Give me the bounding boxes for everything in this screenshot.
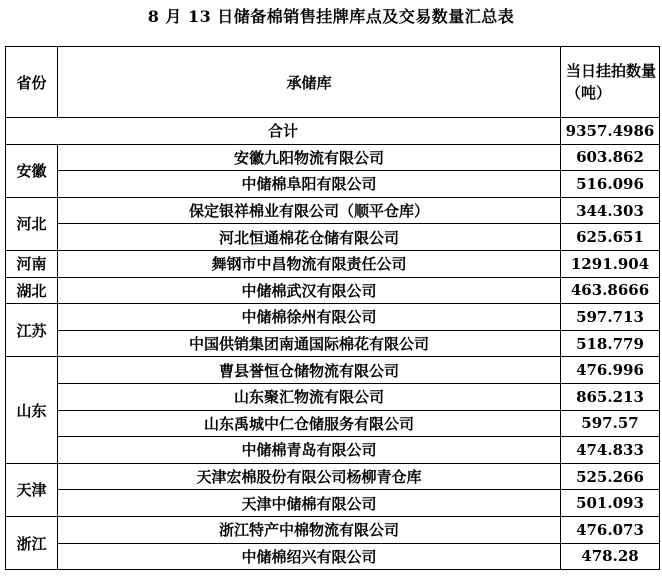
quantity-cell: 597.713 (561, 304, 660, 331)
quantity-cell: 1291.904 (561, 250, 660, 277)
table-row (6, 171, 660, 198)
warehouse-cell: 中国供销集团南通国际棉花有限公司 (58, 330, 561, 357)
quantity-cell: 518.779 (561, 330, 660, 357)
province-cell: 江苏 (6, 304, 58, 357)
summary-table (5, 46, 660, 570)
province-cell: 安徽 (6, 144, 58, 197)
header-warehouse: 承储库 (58, 47, 561, 118)
quantity-cell: 501.093 (561, 490, 660, 517)
table-row (6, 490, 660, 517)
header-row (6, 47, 660, 118)
province-cell: 山东 (6, 357, 58, 463)
quantity-cell: 478.28 (561, 543, 660, 570)
table-row (6, 437, 660, 464)
table-row (6, 410, 660, 437)
quantity-cell: 516.096 (561, 171, 660, 198)
warehouse-cell: 安徽九阳物流有限公司 (58, 144, 561, 171)
total-row (6, 118, 660, 145)
warehouse-cell: 保定银祥棉业有限公司（顺平仓库） (58, 197, 561, 224)
table-row (6, 383, 660, 410)
table-row (6, 543, 660, 570)
province-cell: 浙江 (6, 516, 58, 569)
province-cell: 天津 (6, 463, 58, 516)
quantity-cell: 463.8666 (561, 277, 660, 304)
warehouse-cell: 舞钢市中昌物流有限责任公司 (58, 250, 561, 277)
warehouse-cell: 中储棉绍兴有限公司 (58, 543, 561, 570)
quantity-cell: 476.073 (561, 516, 660, 543)
warehouse-cell: 天津中储棉有限公司 (58, 490, 561, 517)
province-cell: 河北 (6, 197, 58, 250)
warehouse-cell: 中储棉阜阳有限公司 (58, 171, 561, 198)
table-row (6, 197, 660, 224)
province-cell: 河南 (6, 250, 58, 277)
table-row (6, 463, 660, 490)
warehouse-cell: 天津宏棉股份有限公司杨柳青仓库 (58, 463, 561, 490)
quantity-cell: 865.213 (561, 383, 660, 410)
total-value: 9357.4986 (561, 118, 660, 145)
warehouse-cell: 中储棉徐州有限公司 (58, 304, 561, 331)
quantity-cell: 625.651 (561, 224, 660, 251)
table-row (6, 330, 660, 357)
warehouse-cell: 河北恒通棉花仓储有限公司 (58, 224, 561, 251)
quantity-cell: 344.303 (561, 197, 660, 224)
warehouse-cell: 中储棉武汉有限公司 (58, 277, 561, 304)
warehouse-cell: 山东聚汇物流有限公司 (58, 383, 561, 410)
table-row (6, 357, 660, 384)
quantity-cell: 525.266 (561, 463, 660, 490)
header-quantity: 当日挂拍数量（吨） (561, 47, 660, 118)
province-cell: 湖北 (6, 277, 58, 304)
warehouse-cell: 浙江特产中棉物流有限公司 (58, 516, 561, 543)
warehouse-cell: 曹县誉恒仓储物流有限公司 (58, 357, 561, 384)
table-row (6, 304, 660, 331)
table-row (6, 277, 660, 304)
total-label: 合计 (6, 118, 561, 145)
quantity-cell: 597.57 (561, 410, 660, 437)
quantity-cell: 476.996 (561, 357, 660, 384)
warehouse-cell: 中储棉青岛有限公司 (58, 437, 561, 464)
table-row (6, 224, 660, 251)
table-row (6, 516, 660, 543)
quantity-cell: 603.862 (561, 144, 660, 171)
table-title: 8 月 13 日储备棉销售挂牌库点及交易数量汇总表 (147, 7, 515, 26)
quantity-cell: 474.833 (561, 437, 660, 464)
table-row (6, 144, 660, 171)
table-row (6, 250, 660, 277)
warehouse-cell: 山东禹城中仁仓储服务有限公司 (58, 410, 561, 437)
header-province: 省份 (6, 47, 58, 118)
